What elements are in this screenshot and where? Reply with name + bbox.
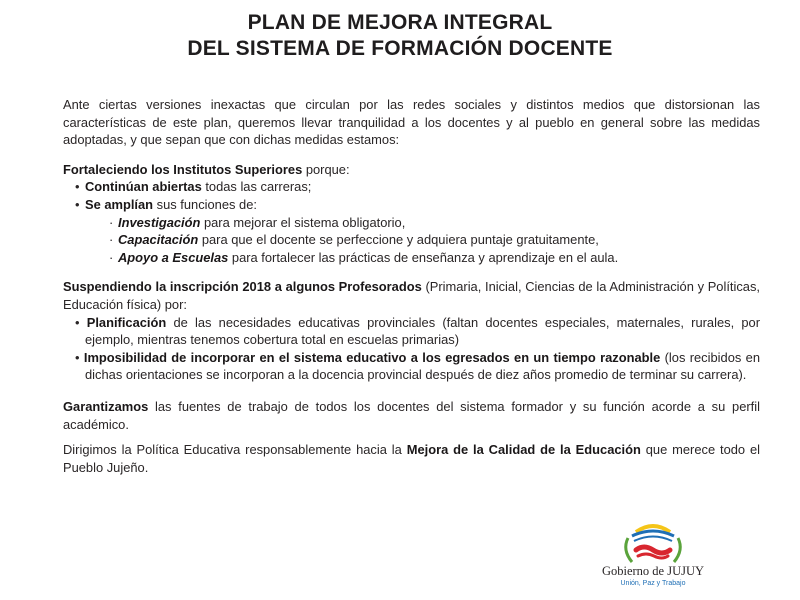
bullet-item: • Imposibilidad de incorporar en el sistema educativo a los egresados en un tiempo razonable (los recibidos en dichas orientaciones se incorporan a la docencia provincial después de diez años promedio de terminar su carrera). bbox=[75, 349, 760, 383]
section-lead: Suspendiendo la inscripción 2018 a algunos Profesorados (Primaria, Inicial, Ciencias de la Administración y Políticas, Educación física) por: bbox=[63, 279, 760, 312]
gobierno-jujuy-logo bbox=[588, 520, 718, 595]
section-dirigimos: Dirigimos la Política Educativa responsablemente hacia la Mejora de la Calidad de la Educación que merece todo el Pueblo Jujeño. bbox=[63, 442, 760, 475]
section-suspendiendo bbox=[63, 278, 760, 384]
document-title bbox=[0, 10, 800, 62]
bullet-dot-icon: • bbox=[75, 314, 87, 330]
intro-paragraph: Ante ciertas versiones inexactas que circulan por las redes sociales y distintos medios que distorsionan las características de este plan, queremos llevar tranquilidad a los docentes y al pueblo en general sobre las medidas adoptadas, y que sepan que con dichas medidas estamos: bbox=[63, 97, 760, 148]
title-line-2: DEL SISTEMA DE FORMACIÓN DOCENTE bbox=[187, 37, 613, 60]
section-lead: Fortaleciendo los Institutos Superiores porque: bbox=[63, 161, 350, 177]
bullet-dot-icon: • bbox=[75, 349, 84, 365]
bullet-dot-icon: • bbox=[75, 196, 80, 212]
sub-bullet-icon: · bbox=[109, 232, 114, 248]
bullet-item: • Se amplían sus funciones de: bbox=[75, 196, 257, 212]
sub-item: · Investigación para mejorar el sistema obligatorio, bbox=[109, 214, 406, 230]
sub-bullet-icon: · bbox=[109, 249, 114, 265]
title-line-1: PLAN DE MEJORA INTEGRAL bbox=[247, 11, 553, 34]
section-garantizamos: Garantizamos las fuentes de trabajo de todos los docentes del sistema formador y su función acorde a su perfil académico. bbox=[63, 398, 760, 432]
logo-motto: Unión, Paz y Trabajo bbox=[620, 580, 686, 587]
bullet-item: • Planificación de las necesidades educativas provinciales (faltan docentes especiales, maternales, rurales, por ejemplo, mientras tenemos cobertura total en escuelas primarias) bbox=[75, 314, 760, 348]
sub-item: · Capacitación para que el docente se perfeccione y adquiera puntaje gratuitamente, bbox=[109, 232, 599, 248]
bullet-item: • Continúan abiertas todas las carreras; bbox=[75, 179, 312, 195]
section-fortaleciendo bbox=[63, 161, 760, 267]
sub-bullet-icon: · bbox=[109, 214, 114, 230]
logo-name: Gobierno de JUJUY bbox=[601, 564, 705, 578]
bullet-dot-icon: • bbox=[75, 179, 80, 195]
sub-item: · Apoyo a Escuelas para fortalecer las prácticas de enseñanza y aprendizaje en el aula. bbox=[109, 249, 619, 265]
document-body bbox=[63, 96, 760, 476]
jujuy-emblem-icon bbox=[588, 520, 718, 566]
